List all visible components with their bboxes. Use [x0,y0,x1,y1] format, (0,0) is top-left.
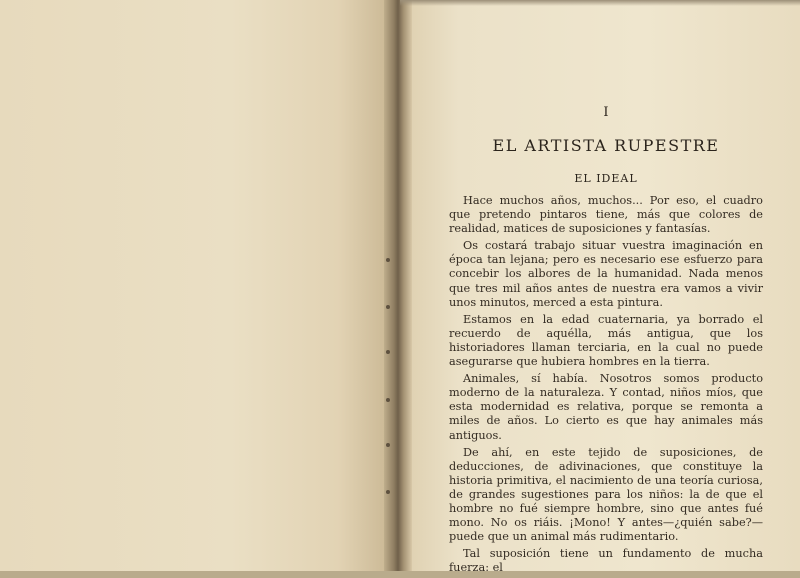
binding-stitch [386,305,390,309]
binding-stitch [386,258,390,262]
binding-stitch [386,398,390,402]
paragraph: Animales, sí había. Nosotros somos producto moderno de la naturaleza. Y contad, niños míos, que esta modernidad es relativa, porque se remonta a miles de años. Lo cierto es que hay animales más antiguos. [449,372,763,442]
body-text [449,194,763,578]
binding-stitch [386,490,390,494]
paragraph: Tal suposición tiene un fundamento de mucha fuerza: el [449,547,763,575]
page-top-shadow [400,0,800,6]
binding-stitch [386,443,390,447]
chapter-title: EL ARTISTA RUPESTRE [492,136,720,155]
paragraph: De ahí, en este tejido de suposiciones, de deducciones, de adivinaciones, que constituye la historia primitiva, el nacimiento de una teoría curiosa, de grandes sugestiones para los niños: la de que el hombre no fué siempre hombre, sino que antes fué mono. No os riáis. ¡Mono! Y antes—¿quién sabe?—puede que un animal más rudimentario. [449,445,763,544]
paragraph: Os costará trabajo situar vuestra imaginación en época tan lejana; pero es necesario ese esfuerzo para concebir los albores de la humanidad. Nada menos que tres mil años antes de nuestra era vamos a vivir unos minutos, merced a esta pintura. [449,239,763,309]
chapter-number: I [603,105,609,120]
left-page-blank [0,0,384,571]
paragraph: Estamos en la edad cuaternaria, ya borrado el recuerdo de aquélla, más antigua, que los historiadores llaman terciaria, en la cual no puede asegurarse que hubiera hombres en la tierra. [449,312,763,369]
paragraph: Hace muchos años, muchos... Por eso, el cuadro que pretendo pintaros tiene, más que colores de realidad, matices de suposiciones y fantasías. [449,194,763,236]
book-gutter [384,0,412,571]
section-title: EL IDEAL [574,172,638,185]
binding-stitch [386,350,390,354]
